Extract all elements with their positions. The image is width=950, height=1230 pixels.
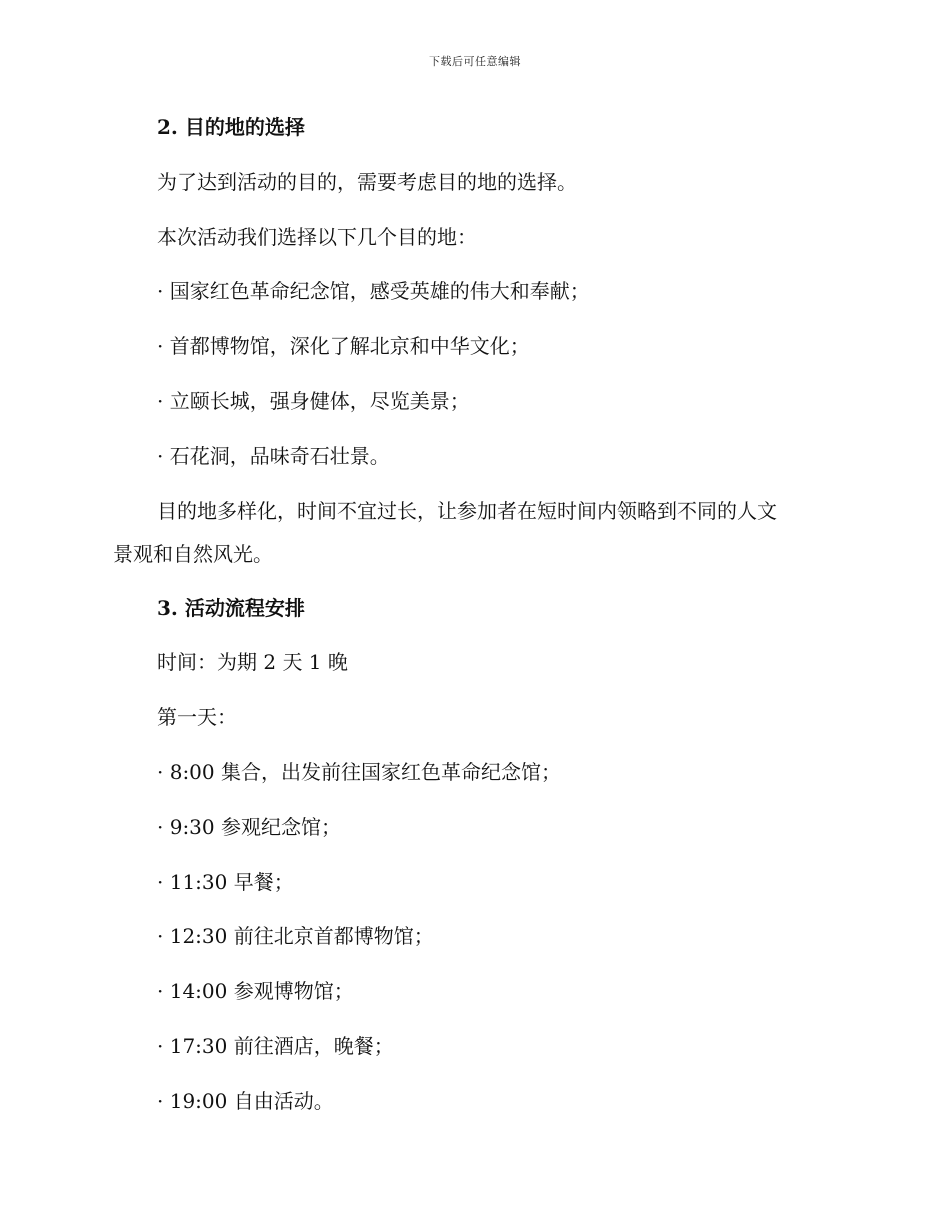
section-heading-schedule: 3. 活动流程安排 [157,596,305,620]
list-item-schedule: · 12:30 前往北京首都博物馆； [157,924,434,948]
paragraph-intro: 为了达到活动的目的，需要考虑目的地的选择。 [157,170,577,194]
list-item-destination: · 石花洞，品味奇石壮景。 [157,444,390,468]
list-item-schedule: · 11:30 早餐； [157,870,294,894]
list-item-schedule: · 14:00 参观博物馆； [157,979,354,1003]
section-heading-destination: 2. 目的地的选择 [157,115,305,139]
list-item-destination: · 立颐长城，强身健体，尽览美景； [157,389,470,413]
list-item-schedule: · 17:30 前往酒店，晚餐； [157,1034,394,1058]
paragraph-summary-line1: 目的地多样化，时间不宜过长，让参加者在短时间内领略到不同的人文 [157,499,777,523]
paragraph-summary-line2: 景观和自然风光。 [113,542,273,566]
list-item-schedule: · 9:30 参观纪念馆； [157,815,341,839]
list-item-destination: · 国家红色革命纪念馆，感受英雄的伟大和奉献； [157,279,590,303]
paragraph-day1-label: 第一天： [157,705,237,729]
page-header: 下载后可任意编辑 [429,55,521,68]
paragraph-lead: 本次活动我们选择以下几个目的地： [157,225,477,249]
list-item-destination: · 首都博物馆，深化了解北京和中华文化； [157,334,530,358]
list-item-schedule: · 8:00 集合，出发前往国家红色革命纪念馆； [157,760,561,784]
paragraph-duration: 时间：为期 2 天 1 晚 [157,650,348,674]
list-item-schedule: · 19:00 自由活动。 [157,1089,334,1113]
